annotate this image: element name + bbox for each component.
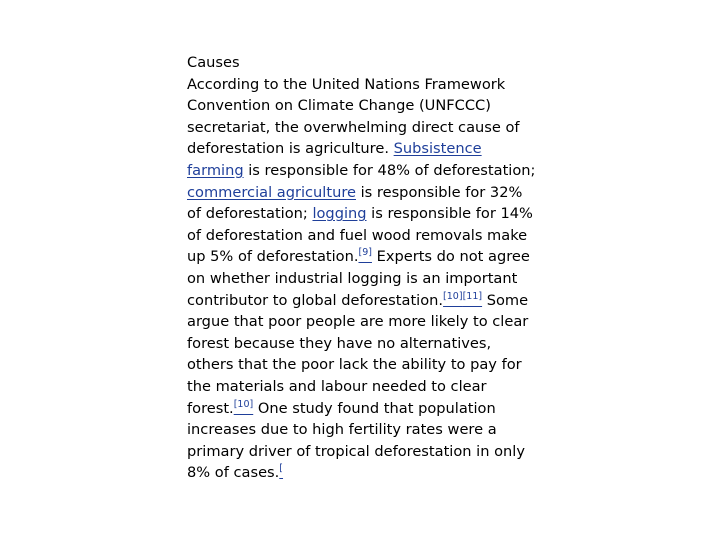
paragraph-text: is responsible for 14% of deforestation and fuel wood removals make up 5% of deforestation. [187,205,533,266]
citation-link-10[interactable]: [10] [443,290,463,302]
citation-link-truncated[interactable]: [ [279,463,284,475]
citation-10 [234,399,254,410]
citation-link-9[interactable]: [9] [358,247,372,259]
link-commercial-agriculture[interactable]: commercial agriculture [187,183,356,201]
link-logging[interactable]: logging [312,205,367,223]
paragraph-text: is responsible for 32% of deforestation; [187,183,523,223]
paragraph-text: According to the United Nations Framework Convention on Climate Change (UNFCCC) secretariat, the overwhelming direct cause of deforestation is agriculture. [187,75,520,158]
article-section [187,52,537,484]
paragraph-text: One study found that population increases due to high fertility rates were a primary driver of tropical deforestation in only 8% of cases. [187,399,525,482]
citation-link-10b[interactable]: [10] [233,398,254,410]
section-heading: Causes [187,54,240,71]
citation-truncated [279,463,283,474]
article-paragraph [187,74,537,484]
link-subsistence-farming[interactable]: Subsistence farming [187,140,482,179]
citation-link-11[interactable]: [11] [462,290,483,302]
citation-9 [358,247,371,258]
paragraph-text: is responsible for 48% of deforestation; [243,161,536,179]
paragraph-text: Some argue that poor people are more likely to clear forest because they have no alternatives, others that the poor lack the ability to pay for the materials and labour needed to clear forest. [187,291,529,417]
citation-10-11 [443,291,482,302]
paragraph-text: Experts do not agree on whether industrial logging is an important contributor to global deforestation. [187,248,530,309]
